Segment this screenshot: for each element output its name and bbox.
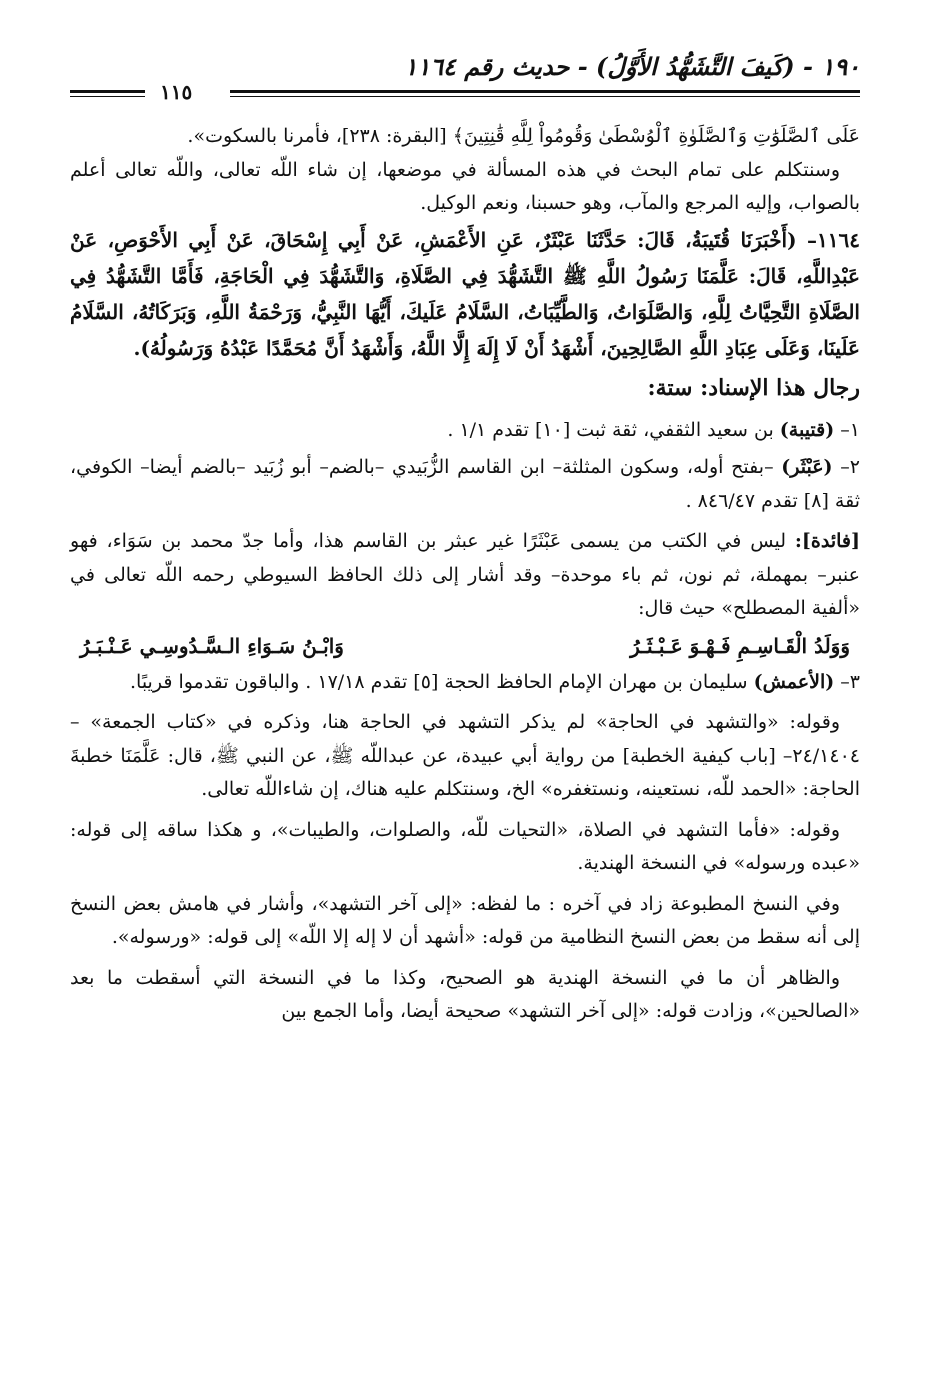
header-rule-short [70, 90, 145, 97]
poem-hemistich-right: وَوَلَدُ الْقَـاسِـمِ فَـهْـوَ عَـبْـثَـرُ [630, 633, 850, 658]
page-body [70, 120, 860, 1029]
hadith-text: ١١٦٤– (أَخْبَرَنَا قُتَيبَةُ، قَالَ: حَدَّثَنَا عَبْثَرٌ، عَنِ الأَعْمَشِ، عَنْ أَبِي إِسْحَاقَ، عَنْ أَبِي الأَحْوَصِ، عَنْ عَبْدِاللَّهِ، قَالَ: عَلَّمَنَا رَسُولُ اللَّهِ ﷺ التَّشَهُّدَ فِي الصَّلَاةِ، وَالتَّشَهُّدَ فِي الْحَاجَةِ، فَأَمَّا التَّشَهُّدُ فِي الصَّلَاةِ التَّحِيَّاتُ لِلَّهِ، وَالصَّلَوَاتُ، وَالطَّيِّبَاتُ، السَّلَامُ عَلَيكَ، أَيُّهَا النَّبِيُّ، وَرَحْمَةُ اللَّهِ، وَبَرَكَاتُهُ، السَّلَامُ عَلَينَا، وَعَلَى عِبَادِ اللَّهِ الصَّالِحِينَ، أَشْهَدُ أَنْ لَا إِلَهَ إِلَّا اللَّهُ، وَأَشْهَدُ أَنَّ مُحَمَّدًا عَبْدُهُ وَرَسُولُهُ). [70, 227, 860, 360]
poem-verse [70, 626, 860, 666]
narrator-3: ٣– (الأعمش) سليمان بن مهران الإمام الحافظ الحجة [٥] تقدم ١٧/١٨ . والباقون تقدموا قريبًا. [129, 670, 860, 693]
closing-paragraph: وسنتكلم على تمام البحث في هذه المسألة في موضعها، إن شاء اللّه تعالى، واللّه تعالى أعلم بالصواب، وإليه المرجع والمآب، وهو حسبنا، ونعم الوكيل. [70, 158, 860, 214]
narrator-name: (الأعمش) [753, 670, 835, 693]
section-heading: رجال هذا الإسناد: ستة: [647, 374, 860, 401]
poem-hemistich-left: وَابْـنُ سَـوَاءِ الـسَّـدُوسِـي عَـنْـبَـرُ [80, 633, 344, 658]
narrator-2: ٢– (عَبْثَر) –بفتح أوله، وسكون المثلثة– ابن القاسم الزُّبَيدي –بالضم– أبو زُبَيد –بالضم أيضا– الكوفي، ثقة [٨] تقدم ٨٤٦/٤٧ . [70, 456, 860, 512]
benefit-label: [فائدة]: [794, 530, 860, 552]
page-number: ١١٥ [160, 80, 193, 104]
running-title: ١٩٠ - (كَيفَ التَّشَهُّدُ الأَوَّلُ) - حديث رقم ١١٦٤ [404, 52, 860, 81]
header-rule [230, 90, 860, 97]
commentary-editions: وفي النسخ المطبوعة زاد في آخره : ما لفظه: «إلى آخر التشهد»، وأشار في هامش بعض النسخ إلى أنه سقط من بعض النسخ النظامية من قوله: «أشهد أن لا إله إلا اللّه» إلى قوله: «ورسوله». [70, 892, 860, 948]
narrator-name: (عَبْثَر) [781, 456, 833, 478]
commentary-prayer: وقوله: «فأما التشهد في الصلاة، «التحيات للّه، والصلوات، والطيبات»، و هكذا ساقه إلى قوله: «عبده ورسوله» في النسخة الهندية. [70, 818, 860, 874]
narrator-name: (قتيبة) [779, 418, 835, 441]
narrator-1: ١– (قتيبة) بن سعيد الثقفي، ثقة ثبت [١٠] تقدم ١/١ . [447, 418, 860, 441]
commentary-conclusion: والظاهر أن ما في النسخة الهندية هو الصحيح، وكذا ما في النسخة التي أسقطت ما بعد «الصالحين»، وزادت قوله: «إلى آخر التشهد» صحيحة أيضا، وأما الجمع بين [70, 966, 860, 1022]
page-header [70, 52, 860, 108]
benefit-text: ليس في الكتب من يسمى عَبْثَرًا غير عبثر بن القاسم هذا، وأما جدّ محمد بن سَوَاء، فهو عنبر– بمهملة، ثم نون، ثم باء موحدة– وقد أشار إلى ذلك الحافظ السيوطي رحمه اللّه تعالى في «ألفية المصطلح» حيث قال: [70, 530, 860, 619]
quran-quote-paragraph: عَلَى ٱلصَّلَوَٰتِ وَٱلصَّلَوٰةِ ٱلْوُسْطَىٰ وَقُومُواْ لِلَّهِ قَٰنِتِينَ﴾ [البقرة: ٢٣٨]، فأمرنا بالسكوت». [187, 125, 860, 147]
commentary-need: وقوله: «والتشهد في الحاجة» لم يذكر التشهد في الحاجة هنا، وذكره في «كتاب الجمعة» –٢٤/١٤٠٤– [باب كيفية الخطبة] من رواية أبي عبيدة، عن عبداللّه ﷺ، عن النبي ﷺ، قال: عَلَّمَنَا خطبةَ الحاجة: «الحمد للّه، نستعينه، ونستغفره» الخ، وسنتكلم عليه هناك، إن شاءاللّه تعالى. [70, 711, 860, 800]
book-page [70, 0, 860, 1373]
benefit-note [70, 525, 860, 626]
